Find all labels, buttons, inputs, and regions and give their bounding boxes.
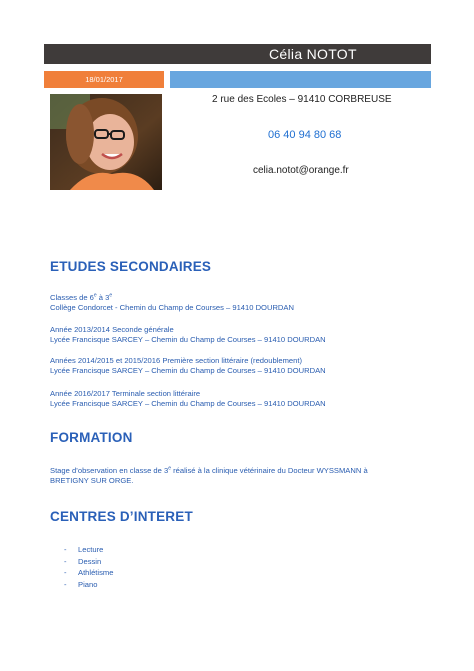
- date-banner: [44, 71, 164, 88]
- name-banner: [44, 44, 431, 64]
- bullet-dash: -: [64, 545, 67, 554]
- superscript: e: [109, 292, 113, 299]
- formation-text: [50, 466, 368, 486]
- formation-line2: BRETIGNY SUR ORGE.: [50, 476, 134, 485]
- section-title-etudes: ETUDES SECONDAIRES: [50, 259, 212, 274]
- interest-label: Dessin: [78, 556, 102, 566]
- etudes-entry-2-line1: Année 2013/2014 Seconde générale: [50, 325, 174, 334]
- etudes-entry-4: [50, 389, 326, 409]
- section-title-formation: FORMATION: [50, 430, 133, 445]
- etudes-entry-3: [50, 356, 326, 376]
- etudes-entry-1-line2: Collège Condorcet - Chemin du Champ de Courses – 91410 DOURDAN: [50, 303, 294, 312]
- list-item: [64, 579, 113, 591]
- interest-label: Lecture: [78, 545, 104, 554]
- email-link[interactable]: celia.notot@orange.fr: [253, 165, 349, 176]
- phone-text: 06 40 94 80 68: [268, 129, 342, 141]
- accent-bar: [170, 71, 431, 88]
- etudes-entry-1-line1-mid: à 3: [96, 293, 110, 302]
- interest-label: Piano: [78, 579, 98, 589]
- interest-label: Athlétisme: [78, 568, 114, 577]
- list-item: [64, 567, 113, 579]
- address-text: 2 rue des Ecoles – 91410 CORBREUSE: [212, 94, 392, 105]
- formation-line1-pre: Stage d’observation en classe de 3: [50, 466, 169, 475]
- interests-list: [64, 544, 113, 590]
- etudes-entry-1-line1-pre: Classes de 6: [50, 293, 94, 302]
- list-item: [64, 544, 113, 556]
- etudes-entry-4-line2: Lycée Francisque SARCEY – Chemin du Champ de Courses – 91410 DOURDAN: [50, 399, 326, 408]
- etudes-entry-2: [50, 325, 326, 345]
- etudes-entry-3-line1: Années 2014/2015 et 2015/2016 Première section littéraire (redoublement): [50, 356, 303, 365]
- list-item: [64, 556, 113, 568]
- etudes-entry-1: [50, 293, 294, 313]
- etudes-entry-3-line2: Lycée Francisque SARCEY – Chemin du Champ de Courses – 91410 DOURDAN: [50, 366, 326, 375]
- bullet-dash: -: [64, 568, 67, 577]
- superscript: e: [168, 465, 171, 472]
- section-title-interets: CENTRES D’INTERET: [50, 509, 193, 524]
- full-name: Célia NOTOT: [269, 46, 357, 62]
- bullet-dash: -: [64, 556, 67, 566]
- superscript: e: [93, 292, 97, 299]
- profile-photo: [50, 94, 162, 190]
- bullet-dash: -: [64, 579, 67, 589]
- etudes-entry-4-line1: Année 2016/2017 Terminale section littéraire: [50, 389, 201, 398]
- formation-line1-post: réalisé à la clinique vétérinaire du Docteur WYSSMANN à: [171, 466, 368, 475]
- document-date: 18/01/2017: [85, 75, 123, 84]
- etudes-entry-2-line2: Lycée Francisque SARCEY – Chemin du Champ de Courses – 91410 DOURDAN: [50, 335, 326, 344]
